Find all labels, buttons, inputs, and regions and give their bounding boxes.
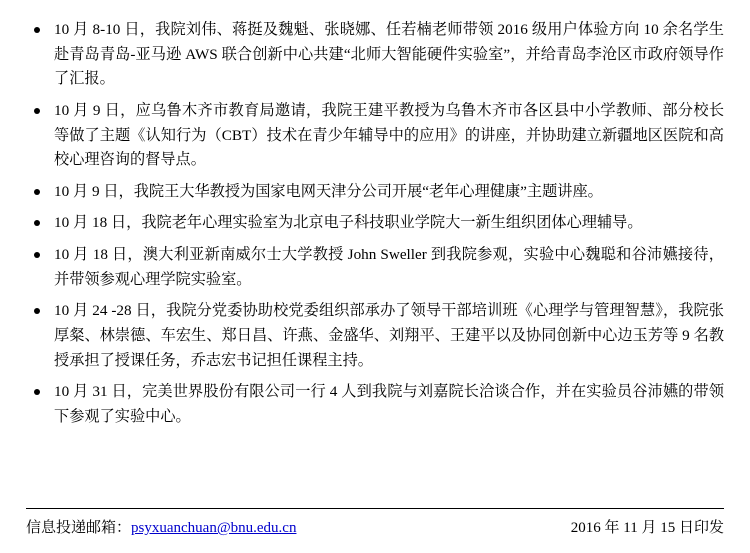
footer-contact — [26, 516, 296, 537]
submission-email-link[interactable]: psyxuanchuan@bnu.edu.cn — [131, 520, 297, 536]
footer-row — [26, 516, 724, 537]
submission-email-label: 信息投递邮箱： — [26, 520, 132, 536]
footer-print-date: 2016 年 11 月 15 日印发 — [570, 520, 724, 536]
list-item: 10 月 9 日，我院王大华教授为国家电网天津分公司开展“老年心理健康”主题讲座。 — [26, 180, 724, 205]
list-item: 10 月 31 日，完美世界股份有限公司一行 4 人到我院与刘嘉院长洽谈合作，并在实验员谷沛嬿的带领下参观了实验中心。 — [26, 380, 724, 429]
list-item: 10 月 24 -28 日，我院分党委协助校党委组织部承办了领导干部培训班《心理学与管理智慧》，我院张厚粲、林崇德、车宏生、郑日昌、许燕、金盛华、刘翔平、王建平以及协同创新中心边玉芳等 9 名教授承担了授课任务，乔志宏书记担任课程主持。 — [26, 299, 724, 373]
page-footer — [26, 508, 724, 537]
footer-divider — [26, 508, 724, 509]
list-item: 10 月 8-10 日，我院刘伟、蒋挺及魏魁、张晓娜、任若楠老师带领 2016 级用户体验方向 10 余名学生赴青岛青岛-亚马逊 AWS 联合创新中心共建“北师大智能硬件实验室”，并给青岛李沧区市政府领导作了汇报。 — [26, 18, 724, 92]
list-item: 10 月 9 日，应乌鲁木齐市教育局邀请，我院王建平教授为乌鲁木齐市各区县中小学教师、部分校长等做了主题《认知行为（CBT）技术在青少年辅导中的应用》的讲座，并协助建立新疆地区医院和高校心理咨询的督导点。 — [26, 99, 724, 173]
list-item: 10 月 18 日，我院老年心理实验室为北京电子科技职业学院大一新生组织团体心理辅导。 — [26, 211, 724, 236]
list-item: 10 月 18 日，澳大利亚新南威尔士大学教授 John Sweller 到我院参观，实验中心魏聪和谷沛嬿接待，并带领参观心理学院实验室。 — [26, 243, 724, 292]
news-bullet-list — [26, 18, 724, 429]
